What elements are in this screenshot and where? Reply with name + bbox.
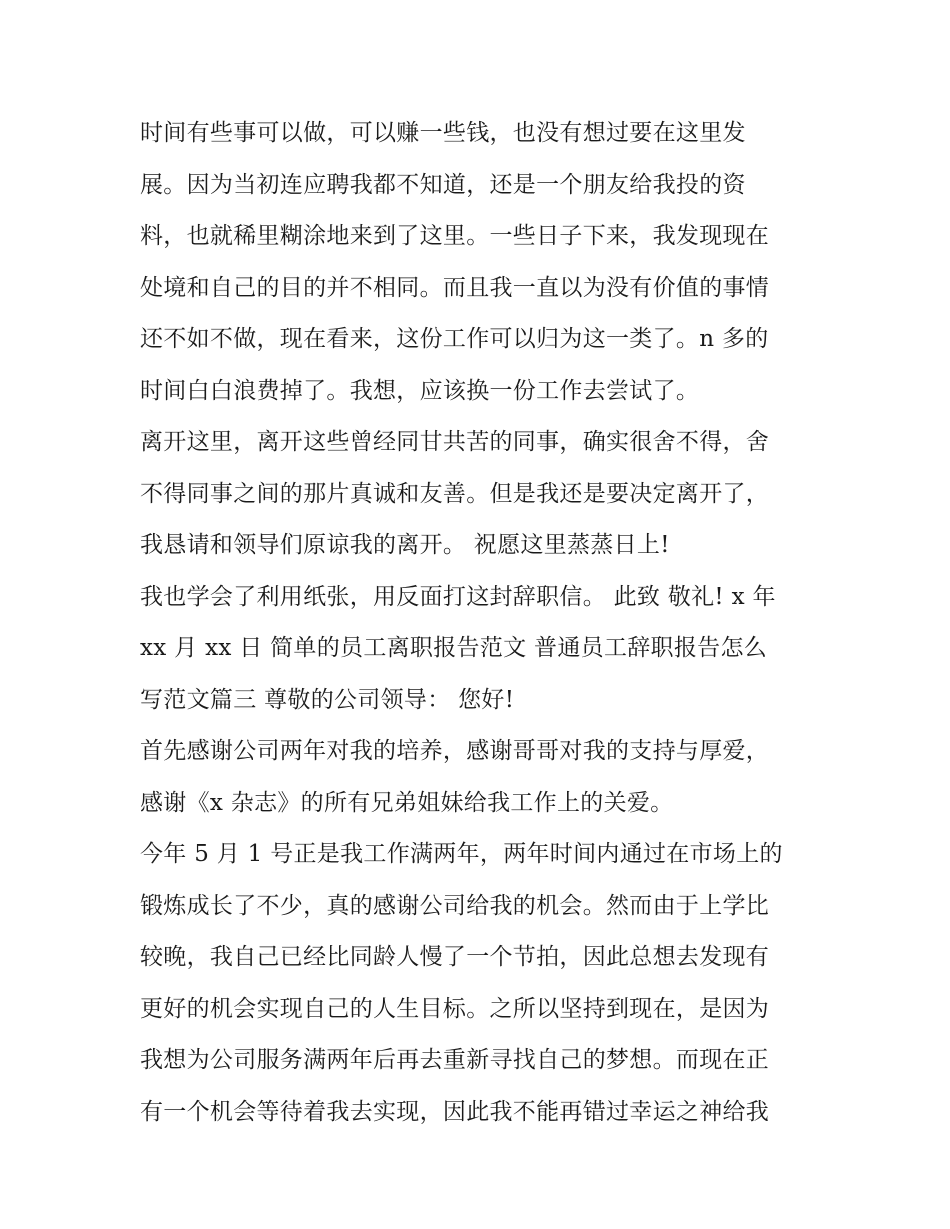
- text-line: 料，也就稀里糊涂地来到了这里。一些日子下来，我发现现在: [140, 223, 770, 249]
- text-line: 感谢《x 杂志》的所有兄弟姐妹给我工作上的关爱。: [140, 789, 674, 816]
- text-line: 不得同事之间的那片真诚和友善。但是我还是要决定离开了，: [140, 480, 770, 507]
- text-line: 时间有些事可以做，可以赚一些钱，也没有想过要在这里发: [140, 120, 746, 146]
- text-line: 更好的机会实现自己的人生目标。之所以坚持到现在，是因为: [140, 995, 770, 1022]
- text-line: 我恳请和领导们原谅我的离开。 祝愿这里蒸蒸日上!: [140, 532, 670, 558]
- paragraph-4: [140, 726, 815, 829]
- text-line: 首先感谢公司两年对我的培养，感谢哥哥对我的支持与厚爱，: [140, 738, 770, 764]
- text-line: 处境和自己的目的并不相同。而且我一直以为没有价值的事情: [140, 274, 770, 301]
- paragraph-3: [140, 572, 815, 727]
- paragraph-1: [140, 108, 815, 417]
- text-line: 今年 5 月 1 号正是我工作满两年，两年时间内通过在市场上的: [140, 841, 783, 867]
- paragraph-5: [140, 829, 815, 1138]
- text-line: 锻炼成长了不少，真的感谢公司给我的机会。然而由于上学比: [140, 892, 770, 919]
- paragraph-2: [140, 417, 815, 572]
- text-line: 时间白白浪费掉了。我想，应该换一份工作去尝试了。: [140, 377, 700, 404]
- text-line: xx 月 xx 日 简单的员工离职报告范文 普通员工辞职报告怎么: [140, 635, 768, 661]
- text-line: 较晚，我自己已经比同龄人慢了一个节拍，因此总想去发现有: [140, 944, 770, 970]
- text-line: 我想为公司服务满两年后再去重新寻找自己的梦想。而现在正: [140, 1047, 770, 1073]
- text-line: 离开这里，离开这些曾经同甘共苦的同事，确实很舍不得，舍: [140, 429, 770, 455]
- text-line: 有一个机会等待着我去实现，因此我不能再错过幸运之神给我: [140, 1098, 770, 1125]
- text-line: 写范文篇三 尊敬的公司领导： 您好!: [140, 686, 515, 713]
- text-line: 展。因为当初连应聘我都不知道，还是一个朋友给我投的资: [140, 171, 746, 198]
- text-line: 我也学会了利用纸张，用反面打这封辞职信。 此致 敬礼! x 年: [140, 583, 776, 610]
- text-line: 还不如不做，现在看来，这份工作可以归为这一类了。n 多的: [140, 326, 769, 352]
- document-body: [140, 108, 815, 1138]
